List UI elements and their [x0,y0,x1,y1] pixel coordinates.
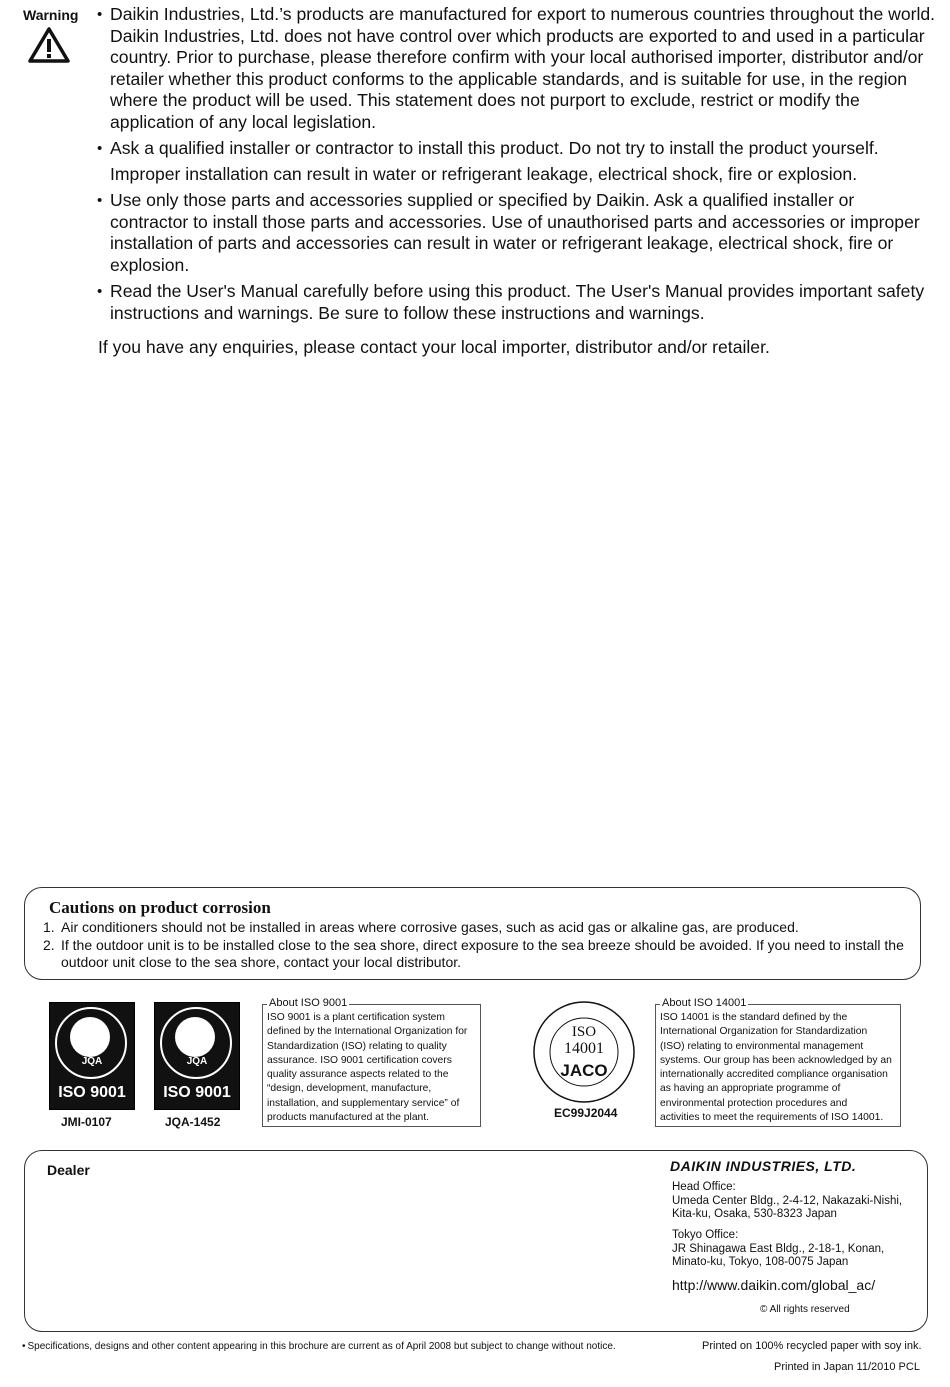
jqa-iso9001-badge: JQA ISO 9001 [154,1002,240,1110]
svg-text:14001: 14001 [564,1040,604,1057]
dealer-label: Dealer [47,1162,90,1178]
dealer-box [24,1150,928,1332]
warning-triangle-icon [28,27,70,63]
warning-item: • Use only those parts and accessories supplied or specified by Daikin. Ask a qualified installer or contractor to install those parts and accessories. Use of unauthorised parts and accessories or improper installation of parts and accessories can result in water or refrigerant leakage, electrical shock, fire or explosion. [97,190,937,276]
printed-in-japan-note: Printed in Japan 11/2010 PCL [774,1361,920,1373]
iso14001-info-text: ISO 14001 is the standard defined by the International Organization for Standardization (ISO) relating to environmental management systems. Our group has been acknowledged by an internationally accredited compliance organisation as having an appropriate programme of environmental protection procedures and activities to meet the requirements of ISO 14001. [660,1012,892,1124]
head-office-address: Head Office: Umeda Center Bldg., 2-4-12, Nakazaki-Nishi, Kita-ku, Osaka, 530-8323 Japan [672,1181,903,1220]
iso9001-info-box [262,997,481,1127]
badge-code: JQA-1452 [165,1115,221,1129]
jqa-logo-icon [175,1017,215,1057]
enquiry-text: If you have any enquiries, please contact your local importer, distributor and/or retailer. [98,337,770,357]
warning-item: • Ask a qualified installer or contractor to install this product. Do not try to install the product yourself. Improper installation can result in water or refrigerant leakage, electrical shock, fire or explosion. [97,138,937,185]
tokyo-office-address: Tokyo Office: JR Shinagawa East Bldg., 2-18-1, Konan, Minato-ku, Tokyo, 108-0075 Japan [672,1229,885,1268]
recycled-paper-note: Printed on 100% recycled paper with soy ink. [702,1340,922,1352]
warning-item: • Daikin Industries, Ltd.’s products are manufactured for export to numerous countries throughout the world. Daikin Industries, Ltd. does not have control over which products are exported to and used in a particular country. Prior to purchase, please therefore confirm with your local authorised importer, distributor and/or retailer whether this product conforms to the applicable standards, and is suitable for use, in the region where the product will be used. This statement does not purport to exclude, restrict or modify the application of any local legislation. [97,4,937,133]
footer-note: • Specifications, designs and other content appearing in this brochure are current as of April 2008 but subject to change without notice. [22,1341,616,1352]
jqa-logo-icon [70,1017,110,1057]
warning-list [97,4,937,329]
corrosion-item: 2. If the outdoor unit is to be installed close to the sea shore, direct exposure to the sea breeze should be avoided. If you need to install the outdoor unit close to the sea shore, contact your local distributor. [43,936,904,970]
iso9001-info-title: About ISO 9001 [269,997,348,1009]
corrosion-item: 1. Air conditioners should not be installed in areas where corrosive gases, such as acid gas or alkaline gas, are produced. [43,919,799,935]
iso14001-info-box [655,997,901,1127]
warning-item-continuation: Improper installation can result in water or refrigerant leakage, electrical shock, fire or explosion. [110,163,858,184]
company-logo: DAIKIN INDUSTRIES, LTD. [670,1158,857,1174]
corrosion-list [35,919,905,972]
svg-text:JACO: JACO [560,1061,608,1080]
seal-code: EC99J2044 [554,1106,618,1120]
corrosion-box [24,887,921,980]
jqa-iso9001-badge: JQA ISO 9001 [49,1002,135,1110]
warning-label: Warning [23,7,79,23]
svg-text:ISO: ISO [571,1024,597,1040]
badge-code: JMI-0107 [61,1115,112,1129]
iso14001-info-title: About ISO 14001 [662,997,747,1009]
jaco-iso14001-seal [532,1000,636,1104]
warning-item: • Read the User's Manual carefully before using this product. The User's Manual provides important safety instructions and warnings. Be sure to follow these instructions and warnings. [97,281,937,324]
website-link[interactable]: http://www.daikin.com/global_ac/ [672,1277,876,1293]
iso9001-info-text: ISO 9001 is a plant certification system defined by the International Organization for Standardization (ISO) relating to quality assurance. ISO 9001 certification covers quality assurance aspects related to the “design, development, manufacture, installation, and supplementary service” of products manufactured at the plant. [267,1012,468,1124]
corrosion-title: Cautions on product corrosion [49,898,271,917]
copyright-text: © All rights reserved [760,1304,850,1315]
